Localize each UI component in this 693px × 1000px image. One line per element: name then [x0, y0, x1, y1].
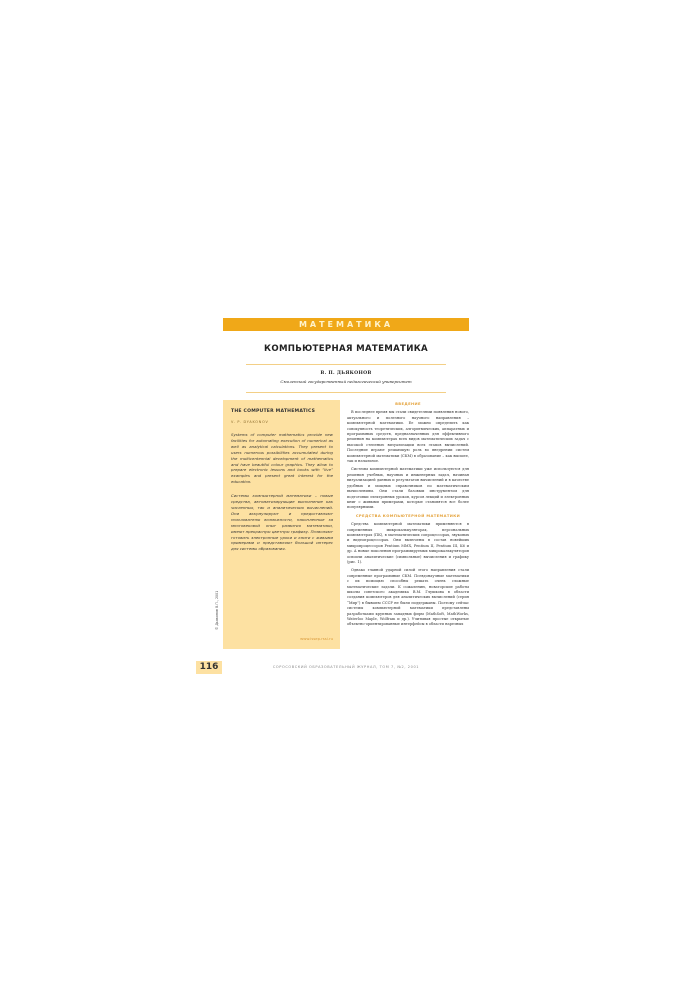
abstract-box — [223, 400, 340, 649]
section-band: МАТЕМАТИКА — [223, 318, 469, 331]
divider — [246, 392, 446, 393]
journal-footer: СОРОСОВСКИЙ ОБРАЗОВАТЕЛЬНЫЙ ЖУРНАЛ, ТОМ 7, №2, 2001 — [272, 665, 420, 669]
abstract-russian: Системы компьютерной математики – новые средства, автоматизирующие выполнение как численных, так и аналитических вычислений. Они аккумулируют и предоставляют пользователю возможности, накопленные за многовековой опыт развития математики, имеют прекрасную цветную графику. Позволяют готовить электронные уроки и книги с живыми примерами и представляют большой интерес для системы образования. — [231, 493, 333, 552]
body-column — [347, 402, 469, 631]
section-heading-tools: СРЕДСТВА КОМПЬЮТЕРНОЙ МАТЕМАТИКИ — [355, 513, 461, 518]
divider — [246, 364, 446, 365]
article-title: КОМПЬЮТЕРНАЯ МАТЕМАТИКА — [264, 344, 428, 354]
journal-url-link[interactable]: www.issep.rssi.ru — [300, 636, 333, 641]
paragraph: Системы компьютерной математики уже используются для решения учебных, научных и инженерных задач, начиная визуализацией данных и результатов вычислений и в качестве удобных и мощных справочников по математическим вычислениям. Они стали базовым инструментом для подготовки электронных уроков, курсов лекций и электронных книг с живыми примерами, которые становятся все более популярными. — [347, 467, 469, 510]
paragraph: В последнее время мы стали свидетелями появления нового, актуального и полезного научного направления – компьютерной математики. Ее можно определить как совокупность теоретических, алгоритмических, аппаратных и программных средств, предназначенных для эффективного решения на компьютерах всех видов математических задач с высокой степенью визуализации всех этапов вычислений. Последние играют решающую роль во внедрении систем компьютерной математики (СКМ) в образование – как высшее, так и начальное. — [347, 410, 469, 464]
page-number: 116 — [196, 661, 222, 674]
paragraph: Средства компьютерной математики применяются в современных микрокалькуляторах, персональных компьютерах (ПК), в математических сопроцессорах, звуковых и видеопроцессорах. Они включены в состав новейших микропроцессоров Pentium MMX, Pentium II, Pentium III, K6 и др. А новые поколения программируемых микрокалькуляторов освоили аналитические (символьные) вычисления и графику (рис. 1). — [347, 522, 469, 564]
author-affiliation: Смоленский государственный педагогический университет — [280, 379, 412, 384]
author-name: В. П. ДЬЯКОНОВ — [320, 371, 372, 376]
section-heading-intro: ВВЕДЕНИЕ — [395, 402, 421, 406]
abstract-english: Systems of computer mathematics provide new facilities for automating execution of numerical as well as analytical calculations. They present to users numerous possibilities accumulated during the multicentennial development of mathematics and have beautiful colour graphics. They allow to prepare electronic lessons and books with “live” examples and present great interest for the education. — [231, 432, 333, 485]
copyright-note: © Дьяконов В.П., 2001 — [215, 590, 219, 630]
abstract-author: V. P. DYAKONOV — [231, 420, 269, 424]
paragraph: Однако главной ударной силой этого направления стали современные программные СКМ. Псевдонаучные математики с их помощью способны решать очень сложные математические задачи. К сожалению, новаторские работы школы советского академика В.М. Глушкова в области создания компьютеров для аналитических вычислений (серия “Мир”) в бывшем СССР не были поддержаны. Поэтому сейчас системы компьютерной математики представлены разработками крупных западных фирм (MathSoft, MathWorks, Waterloo Maple, Wolfram и др.). Учитывая простые открытые объектно-ориентированные интерфейсы в области нарезных — [347, 568, 469, 627]
abstract-title: THE COMPUTER MATHEMATICS — [231, 409, 316, 414]
